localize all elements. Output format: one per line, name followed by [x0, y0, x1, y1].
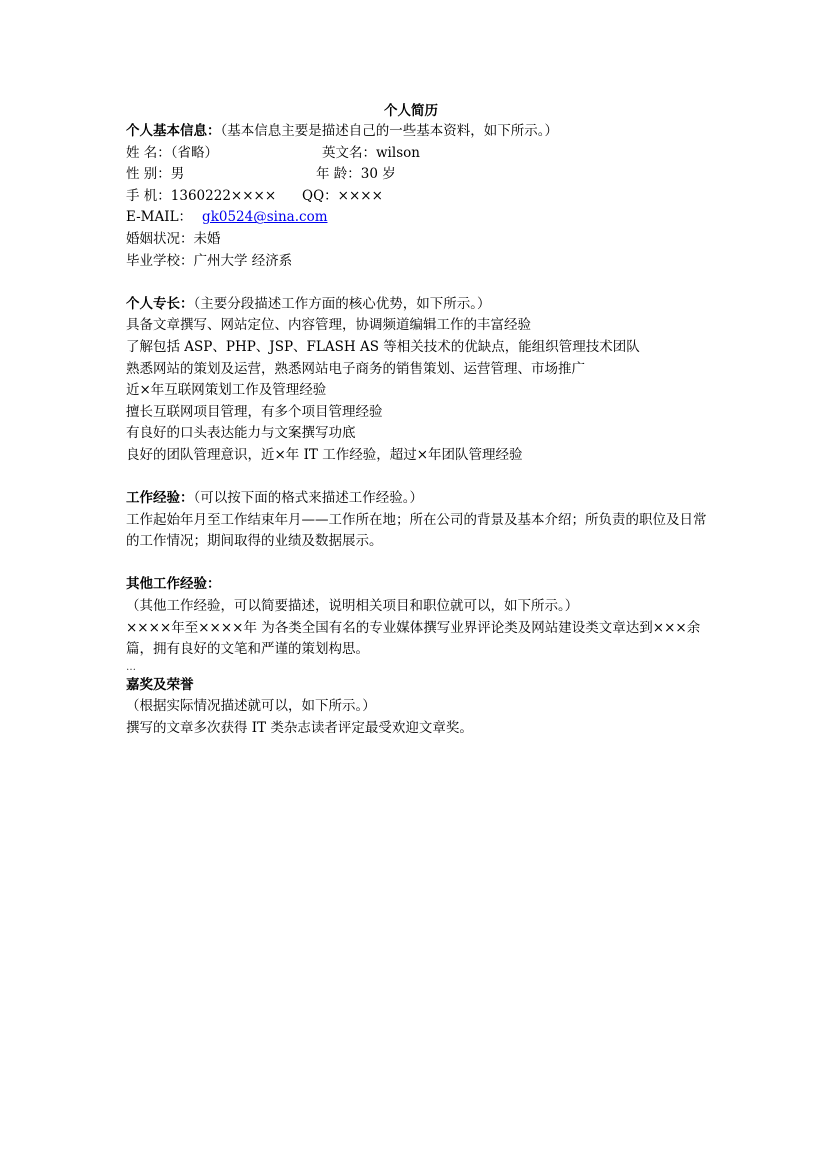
email-label: E-MAIL：	[126, 209, 193, 226]
work-heading-line	[126, 488, 716, 510]
skill-item: 具备文章撰写、网站定位、内容管理，协调频道编辑工作的丰富经验	[126, 317, 531, 334]
basic-info-heading-line	[126, 121, 716, 143]
basic-info-heading: 个人基本信息：	[126, 123, 221, 139]
document-title: 个人简历	[384, 103, 438, 119]
email-row	[126, 207, 716, 229]
skill-item: 近×年互联网策划工作及管理经验	[126, 382, 327, 399]
skills-note: （主要分段描述工作方面的核心优势，如下所示。）	[193, 295, 491, 312]
name-field: 姓 名：（省略）	[126, 144, 219, 161]
awards-note: （根据实际情况描述就可以，如下所示。）	[126, 698, 376, 715]
spacer	[126, 272, 716, 294]
skill-item: 了解包括 ASP、PHP、JSP、FLASH AS 等相关技术的优缺点，能组织管理技术团队	[126, 338, 640, 355]
awards-body: 撰写的文章多次获得 IT 类杂志读者评定最受欢迎文章奖。	[126, 720, 473, 737]
other-body: ××××年至××××年 为各类全国有名的专业媒体撰写业界评论类及网站建设类文章达到×××余篇，拥有良好的文笔和严谨的策划构思。	[126, 619, 701, 658]
spacer	[126, 553, 716, 575]
skill-item: 擅长互联网项目管理，有多个项目管理经验	[126, 403, 383, 420]
gender-row	[126, 164, 716, 186]
spacer	[126, 467, 716, 489]
name-row	[126, 143, 716, 165]
qq-field: QQ：××××	[302, 187, 383, 204]
work-heading: 工作经验：	[126, 490, 194, 507]
age-field: 年 龄：30 岁	[316, 166, 396, 183]
marital-status: 婚姻状况：未婚	[126, 230, 221, 247]
english-name-field: 英文名：wilson	[322, 144, 420, 161]
phone-field: 手 机：1360222××××	[126, 187, 277, 204]
school: 毕业学校：广州大学 经济系	[126, 252, 293, 269]
skill-item: 熟悉网站的策划及运营，熟悉网站电子商务的销售策划、运营管理、市场推广	[126, 360, 585, 377]
work-note: （可以按下面的格式来描述工作经验。）	[193, 490, 423, 507]
other-note: （其他工作经验，可以简要描述，说明相关项目和职位就可以，如下所示。）	[126, 598, 579, 615]
gender-field: 性 别：男	[126, 166, 185, 183]
skills-heading: 个人专长：	[126, 295, 194, 312]
phone-row	[126, 186, 716, 208]
skill-item: 良好的团队管理意识，近×年 IT 工作经验，超过×年团队管理经验	[126, 446, 523, 463]
ellipsis: …	[126, 661, 136, 673]
basic-info-note: （基本信息主要是描述自己的一些基本资料，如下所示。）	[220, 123, 558, 139]
work-body: 工作起始年月至工作结束年月——工作所在地；所在公司的背景及基本介绍；所负责的职位及日常的工作情况；期间取得的业绩及数据展示。	[126, 511, 707, 550]
awards-heading: 嘉奖及荣誉	[126, 676, 194, 693]
other-heading: 其他工作经验：	[126, 576, 221, 593]
email-link[interactable]: gk0524@sina.com	[202, 209, 328, 226]
skills-heading-line	[126, 294, 716, 316]
resume-content	[126, 101, 716, 740]
skill-item: 有良好的口头表达能力与文案撰写功底	[126, 425, 356, 442]
